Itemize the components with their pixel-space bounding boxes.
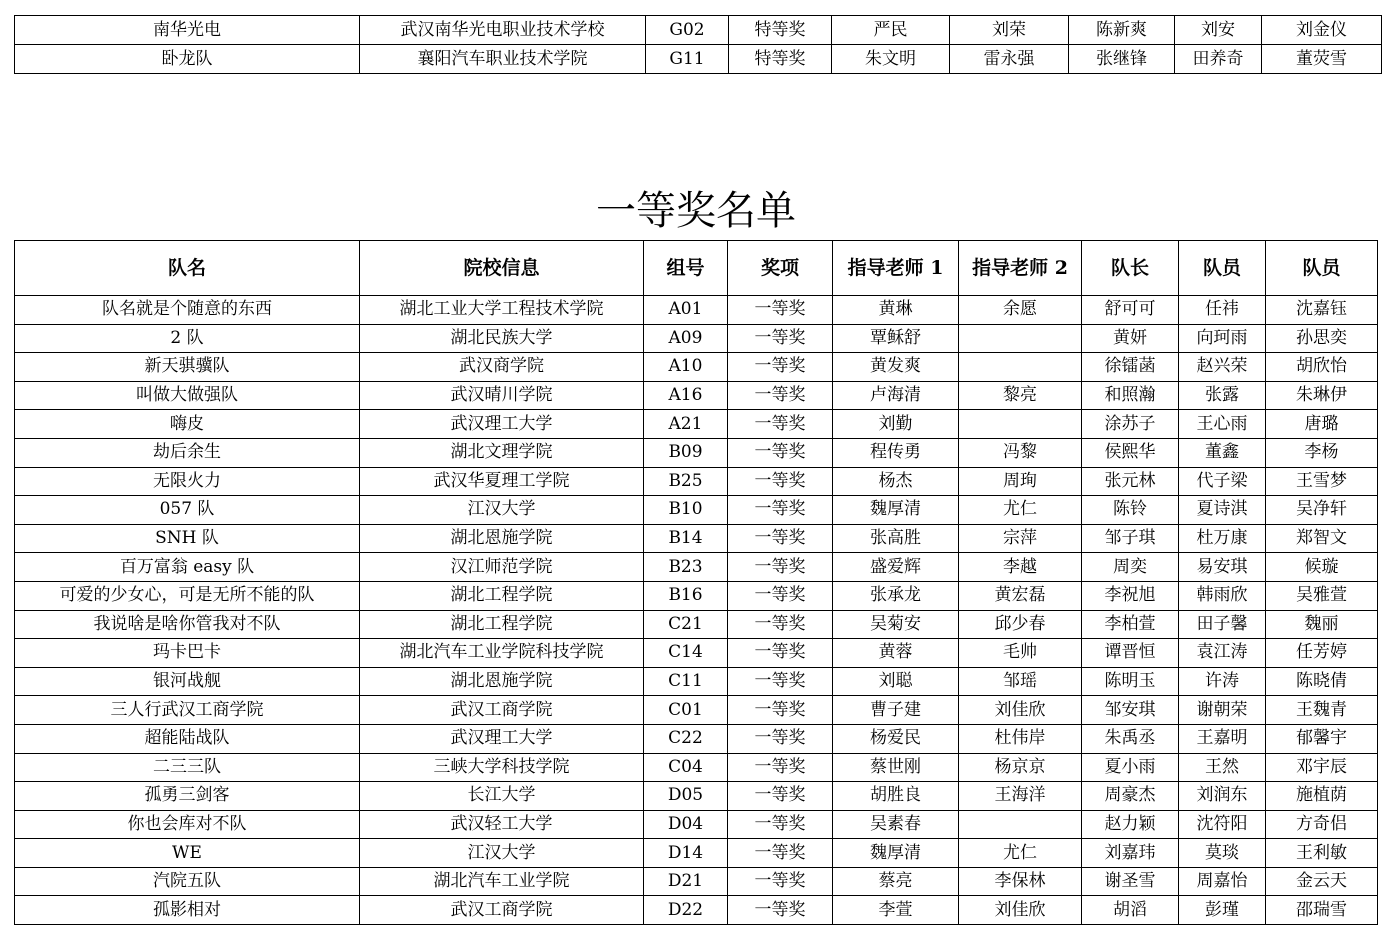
group-id-cell: G02 [646,16,729,45]
first-prize-row [15,467,1378,496]
captain-cell: 涂苏子 [1082,410,1179,439]
school-cell: 汉江师范学院 [360,553,644,582]
school-cell: 三峡大学科技学院 [360,753,644,782]
first-prize-row [15,524,1378,553]
member-2-cell: 陈晓倩 [1266,667,1378,696]
group-id-cell: B16 [644,581,728,610]
member-2-cell: 王利敏 [1266,839,1378,868]
member-2-cell: 郁馨宇 [1266,724,1378,753]
school-cell: 湖北工程学院 [360,610,644,639]
member-2-cell: 刘金仪 [1262,16,1382,45]
award-cell: 一等奖 [728,782,833,811]
group-id-cell: B23 [644,553,728,582]
team-name-cell: 百万富翁 easy 队 [15,553,360,582]
advisor-1-cell: 魏厚清 [833,839,959,868]
previous-section-row [15,45,1382,74]
captain-cell: 邹子琪 [1082,524,1179,553]
award-cell: 一等奖 [728,524,833,553]
school-cell: 湖北民族大学 [360,324,644,353]
first-prize-row [15,438,1378,467]
member-1-cell: 夏诗淇 [1179,496,1266,525]
group-id-cell: A16 [644,381,728,410]
advisor-2-cell: 余愿 [959,296,1082,325]
advisor-1-cell: 吴素春 [833,810,959,839]
school-cell: 武汉工商学院 [360,896,644,925]
header-advisor-2: 指导老师 2 [959,241,1082,296]
award-cell: 一等奖 [728,496,833,525]
first-prize-row [15,753,1378,782]
team-name-cell: 嗨皮 [15,410,360,439]
team-name-cell: 新天骐骥队 [15,353,360,382]
first-prize-row [15,581,1378,610]
first-prize-row [15,496,1378,525]
award-cell: 一等奖 [728,467,833,496]
first-prize-row [15,639,1378,668]
team-name-cell: 无限火力 [15,467,360,496]
award-cell: 一等奖 [728,610,833,639]
group-id-cell: B09 [644,438,728,467]
award-cell: 特等奖 [729,16,832,45]
group-id-cell: B14 [644,524,728,553]
first-prize-table [14,240,1378,925]
advisor-2-cell [959,324,1082,353]
member-1-cell: 田子馨 [1179,610,1266,639]
school-cell: 武汉华夏理工学院 [360,467,644,496]
advisor-1-cell: 杨杰 [833,467,959,496]
member-2-cell: 候璇 [1266,553,1378,582]
advisor-2-cell [959,810,1082,839]
first-prize-row [15,410,1378,439]
advisor-1-cell: 曹子建 [833,696,959,725]
team-name-cell: 卧龙队 [15,45,360,74]
captain-cell: 舒可可 [1082,296,1179,325]
header-member-1: 队员 [1179,241,1266,296]
award-cell: 一等奖 [728,296,833,325]
school-cell: 武汉南华光电职业技术学校 [360,16,646,45]
member-1-cell: 田养奇 [1175,45,1262,74]
header-team-name: 队名 [15,241,360,296]
award-cell: 一等奖 [728,696,833,725]
advisor-2-cell: 刘佳欣 [959,696,1082,725]
group-id-cell: D21 [644,867,728,896]
member-1-cell: 韩雨欣 [1179,581,1266,610]
award-cell: 一等奖 [728,581,833,610]
award-cell: 一等奖 [728,324,833,353]
advisor-2-cell [959,410,1082,439]
first-prize-row [15,296,1378,325]
member-1-cell: 刘润东 [1179,782,1266,811]
captain-cell: 陈新爽 [1069,16,1175,45]
first-prize-row [15,696,1378,725]
previous-section-body [15,16,1382,74]
member-1-cell: 代子梁 [1179,467,1266,496]
member-1-cell: 彭瑾 [1179,896,1266,925]
member-2-cell: 方奇侣 [1266,810,1378,839]
captain-cell: 李柏萱 [1082,610,1179,639]
member-1-cell: 周嘉怡 [1179,867,1266,896]
group-id-cell: A01 [644,296,728,325]
advisor-2-cell: 李保林 [959,867,1082,896]
advisor-2-cell: 李越 [959,553,1082,582]
team-name-cell: 三人行武汉工商学院 [15,696,360,725]
captain-cell: 陈铃 [1082,496,1179,525]
advisor-1-cell: 蔡亮 [833,867,959,896]
award-cell: 一等奖 [728,867,833,896]
captain-cell: 黄妍 [1082,324,1179,353]
header-school: 院校信息 [360,241,644,296]
team-name-cell: SNH 队 [15,524,360,553]
group-id-cell: D05 [644,782,728,811]
captain-cell: 谢圣雪 [1082,867,1179,896]
award-cell: 一等奖 [728,410,833,439]
team-name-cell: 劫后余生 [15,438,360,467]
school-cell: 湖北工业大学工程技术学院 [360,296,644,325]
header-award: 奖项 [728,241,833,296]
member-2-cell: 邵瑞雪 [1266,896,1378,925]
advisor-1-cell: 卢海清 [833,381,959,410]
advisor-1-cell: 黄蓉 [833,639,959,668]
member-1-cell: 杜万康 [1179,524,1266,553]
member-2-cell: 董荧雪 [1262,45,1382,74]
member-1-cell: 谢朝荣 [1179,696,1266,725]
award-cell: 一等奖 [728,553,833,582]
advisor-2-cell: 黄宏磊 [959,581,1082,610]
captain-cell: 胡滔 [1082,896,1179,925]
group-id-cell: C21 [644,610,728,639]
school-cell: 长江大学 [360,782,644,811]
advisor-1-cell: 吴菊安 [833,610,959,639]
group-id-cell: C01 [644,696,728,725]
group-id-cell: D14 [644,839,728,868]
first-prize-row [15,839,1378,868]
member-1-cell: 王心雨 [1179,410,1266,439]
team-name-cell: 银河战舰 [15,667,360,696]
member-2-cell: 郑智文 [1266,524,1378,553]
group-id-cell: C04 [644,753,728,782]
school-cell: 湖北恩施学院 [360,667,644,696]
captain-cell: 赵力颖 [1082,810,1179,839]
member-1-cell: 赵兴荣 [1179,353,1266,382]
team-name-cell: 孤影相对 [15,896,360,925]
member-1-cell: 袁江涛 [1179,639,1266,668]
first-prize-row [15,353,1378,382]
advisor-1-cell: 魏厚清 [833,496,959,525]
team-name-cell: 可爱的少女心，可是无所不能的队 [15,581,360,610]
award-cell: 一等奖 [728,753,833,782]
school-cell: 武汉理工大学 [360,410,644,439]
team-name-cell: 南华光电 [15,16,360,45]
member-1-cell: 王然 [1179,753,1266,782]
advisor-2-cell [959,353,1082,382]
member-1-cell: 王嘉明 [1179,724,1266,753]
advisor-1-cell: 程传勇 [833,438,959,467]
team-name-cell: 2 队 [15,324,360,353]
award-cell: 特等奖 [729,45,832,74]
advisor-1-cell: 朱文明 [832,45,950,74]
member-2-cell: 王雪梦 [1266,467,1378,496]
advisor-2-cell: 刘荣 [950,16,1069,45]
advisor-2-cell: 尤仁 [959,839,1082,868]
captain-cell: 张元林 [1082,467,1179,496]
member-2-cell: 施植荫 [1266,782,1378,811]
captain-cell: 周豪杰 [1082,782,1179,811]
award-cell: 一等奖 [728,896,833,925]
school-cell: 武汉理工大学 [360,724,644,753]
advisor-1-cell: 杨爱民 [833,724,959,753]
award-cell: 一等奖 [728,839,833,868]
group-id-cell: D22 [644,896,728,925]
advisor-2-cell: 周珣 [959,467,1082,496]
captain-cell: 谭晋恒 [1082,639,1179,668]
advisor-1-cell: 蔡世刚 [833,753,959,782]
team-name-cell: 超能陆战队 [15,724,360,753]
first-prize-row [15,782,1378,811]
advisor-1-cell: 李萱 [833,896,959,925]
award-cell: 一等奖 [728,381,833,410]
advisor-1-cell: 胡胜良 [833,782,959,811]
first-prize-row [15,324,1378,353]
group-id-cell: G11 [646,45,729,74]
member-1-cell: 任祎 [1179,296,1266,325]
first-prize-row [15,553,1378,582]
advisor-2-cell: 杜伟岸 [959,724,1082,753]
member-2-cell: 吴净轩 [1266,496,1378,525]
captain-cell: 和照瀚 [1082,381,1179,410]
captain-cell: 徐镭菡 [1082,353,1179,382]
group-id-cell: C22 [644,724,728,753]
school-cell: 湖北恩施学院 [360,524,644,553]
school-cell: 湖北汽车工业学院 [360,867,644,896]
advisor-2-cell: 毛帅 [959,639,1082,668]
member-2-cell: 孙思奕 [1266,324,1378,353]
team-name-cell: 汽院五队 [15,867,360,896]
first-prize-row [15,810,1378,839]
member-2-cell: 金云天 [1266,867,1378,896]
advisor-2-cell: 杨京京 [959,753,1082,782]
captain-cell: 张继锋 [1069,45,1175,74]
member-1-cell: 沈符阳 [1179,810,1266,839]
advisor-1-cell: 黄琳 [833,296,959,325]
group-id-cell: D04 [644,810,728,839]
school-cell: 武汉商学院 [360,353,644,382]
school-cell: 武汉晴川学院 [360,381,644,410]
award-cell: 一等奖 [728,724,833,753]
member-2-cell: 朱琳伊 [1266,381,1378,410]
school-cell: 湖北文理学院 [360,438,644,467]
captain-cell: 夏小雨 [1082,753,1179,782]
school-cell: 江汉大学 [360,496,644,525]
advisor-2-cell: 王海洋 [959,782,1082,811]
team-name-cell: 孤勇三剑客 [15,782,360,811]
member-1-cell: 向珂雨 [1179,324,1266,353]
member-2-cell: 邓宇辰 [1266,753,1378,782]
first-prize-row [15,667,1378,696]
school-cell: 武汉轻工大学 [360,810,644,839]
table-header-row [15,241,1378,296]
award-cell: 一等奖 [728,667,833,696]
captain-cell: 陈明玉 [1082,667,1179,696]
first-prize-row [15,381,1378,410]
advisor-2-cell: 邱少春 [959,610,1082,639]
member-2-cell: 任芳婷 [1266,639,1378,668]
header-advisor-1: 指导老师 1 [833,241,959,296]
team-name-cell: 队名就是个随意的东西 [15,296,360,325]
advisor-1-cell: 覃稣舒 [833,324,959,353]
award-cell: 一等奖 [728,810,833,839]
group-id-cell: B10 [644,496,728,525]
advisor-2-cell: 宗萍 [959,524,1082,553]
member-2-cell: 吴雅萱 [1266,581,1378,610]
advisor-2-cell: 邹瑶 [959,667,1082,696]
school-cell: 江汉大学 [360,839,644,868]
group-id-cell: A09 [644,324,728,353]
first-prize-row [15,896,1378,925]
previous-section-table [14,15,1382,74]
award-cell: 一等奖 [728,438,833,467]
advisor-1-cell: 盛爱辉 [833,553,959,582]
member-2-cell: 李杨 [1266,438,1378,467]
member-2-cell: 唐璐 [1266,410,1378,439]
school-cell: 湖北工程学院 [360,581,644,610]
school-cell: 襄阳汽车职业技术学院 [360,45,646,74]
captain-cell: 周奕 [1082,553,1179,582]
advisor-2-cell: 冯黎 [959,438,1082,467]
captain-cell: 侯熙华 [1082,438,1179,467]
team-name-cell: 玛卡巴卡 [15,639,360,668]
team-name-cell: 二三三队 [15,753,360,782]
group-id-cell: B25 [644,467,728,496]
first-prize-row [15,867,1378,896]
team-name-cell: 057 队 [15,496,360,525]
header-member-2: 队员 [1266,241,1378,296]
team-name-cell: WE [15,839,360,868]
member-1-cell: 许涛 [1179,667,1266,696]
section-title: 一等奖名单 [596,188,796,234]
group-id-cell: C14 [644,639,728,668]
captain-cell: 李祝旭 [1082,581,1179,610]
award-cell: 一等奖 [728,353,833,382]
advisor-1-cell: 刘勤 [833,410,959,439]
advisor-1-cell: 张高胜 [833,524,959,553]
captain-cell: 刘嘉玮 [1082,839,1179,868]
school-cell: 武汉工商学院 [360,696,644,725]
award-cell: 一等奖 [728,639,833,668]
captain-cell: 朱禹丞 [1082,724,1179,753]
team-name-cell: 你也会库对不队 [15,810,360,839]
member-2-cell: 王魏青 [1266,696,1378,725]
team-name-cell: 叫做大做强队 [15,381,360,410]
member-1-cell: 刘安 [1175,16,1262,45]
first-prize-row [15,610,1378,639]
member-2-cell: 胡欣怡 [1266,353,1378,382]
group-id-cell: A10 [644,353,728,382]
member-2-cell: 魏丽 [1266,610,1378,639]
first-prize-body [15,296,1378,925]
first-prize-row [15,724,1378,753]
previous-section-row [15,16,1382,45]
advisor-2-cell: 黎亮 [959,381,1082,410]
school-cell: 湖北汽车工业学院科技学院 [360,639,644,668]
advisor-1-cell: 严民 [832,16,950,45]
member-1-cell: 莫琰 [1179,839,1266,868]
advisor-1-cell: 张承龙 [833,581,959,610]
captain-cell: 邹安琪 [1082,696,1179,725]
advisor-1-cell: 黄发爽 [833,353,959,382]
advisor-2-cell: 刘佳欣 [959,896,1082,925]
advisor-1-cell: 刘聪 [833,667,959,696]
header-captain: 队长 [1082,241,1179,296]
member-1-cell: 张露 [1179,381,1266,410]
advisor-2-cell: 雷永强 [950,45,1069,74]
member-2-cell: 沈嘉钰 [1266,296,1378,325]
group-id-cell: C11 [644,667,728,696]
team-name-cell: 我说啥是啥你管我对不队 [15,610,360,639]
advisor-2-cell: 尤仁 [959,496,1082,525]
header-group-id: 组号 [644,241,728,296]
member-1-cell: 董鑫 [1179,438,1266,467]
group-id-cell: A21 [644,410,728,439]
member-1-cell: 易安琪 [1179,553,1266,582]
